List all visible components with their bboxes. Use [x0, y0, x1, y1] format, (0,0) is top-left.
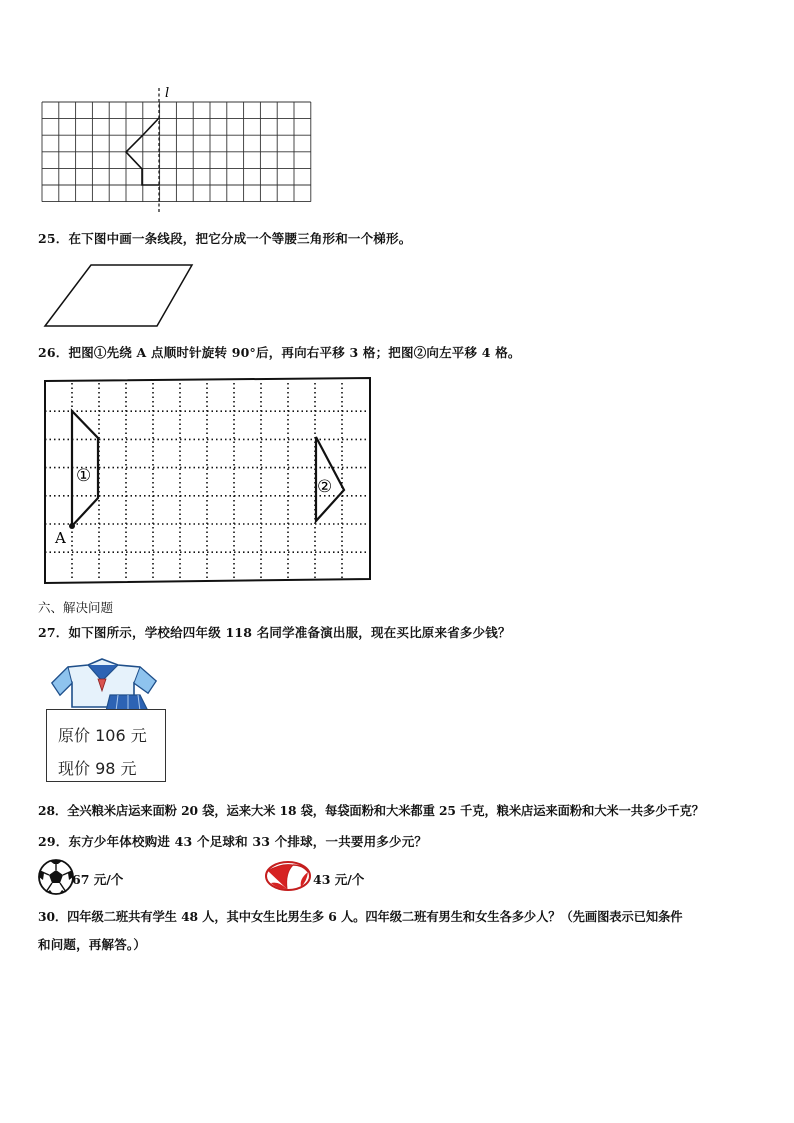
question-27: 27．如下图所示，学校给四年级 118 名同学准备演出服，现在买比原来省多少钱？: [38, 625, 511, 640]
current-price: 现价 98 元: [58, 759, 137, 778]
football-price: 67 元/个: [72, 872, 124, 887]
volleyball-price: 43 元/个: [313, 872, 365, 887]
shape-1-label: ①: [76, 466, 92, 486]
question-26: 26．把图①先绕 A 点顺时针旋转 90°后，再向右平移 3 格；把图②向左平移 4 格。: [38, 345, 521, 360]
rotation-grid-figure: [40, 373, 375, 591]
parallelogram: [45, 265, 192, 326]
symmetry-grid: [42, 102, 311, 202]
point-a-dot: [69, 523, 75, 529]
price-box: [46, 709, 166, 782]
question-25: 25．在下图中画一条线段，把它分成一个等腰三角形和一个梯形。: [38, 231, 412, 246]
axis-label: l: [165, 86, 170, 101]
shape-2-label: ②: [317, 477, 333, 497]
volleyball-icon: [263, 859, 313, 893]
symmetry-grid-figure: [38, 85, 313, 215]
question-30-line-2: 和问题，再解答。）: [38, 937, 147, 952]
parallelogram-figure: [40, 260, 200, 332]
football-icon: [36, 857, 76, 897]
costume-image: [44, 655, 164, 713]
question-29: 29．东方少年体校购进 43 个足球和 33 个排球，一共要用多少元？: [38, 834, 428, 849]
question-28: 28．全兴粮米店运来面粉 20 袋，运来大米 18 袋，每袋面粉和大米都重 25 千克，粮米店运来面粉和大米一共多少千克？: [38, 803, 704, 818]
point-a-label: A: [55, 529, 66, 547]
original-price: 原价 106 元: [58, 726, 147, 745]
section-6-heading: 六、解决问题: [38, 600, 114, 615]
question-30-line-1: 30．四年级二班共有学生 48 人，其中女生比男生多 6 人。四年级二班有男生和女生各多少人？（先画图表示已知条件: [38, 909, 683, 924]
